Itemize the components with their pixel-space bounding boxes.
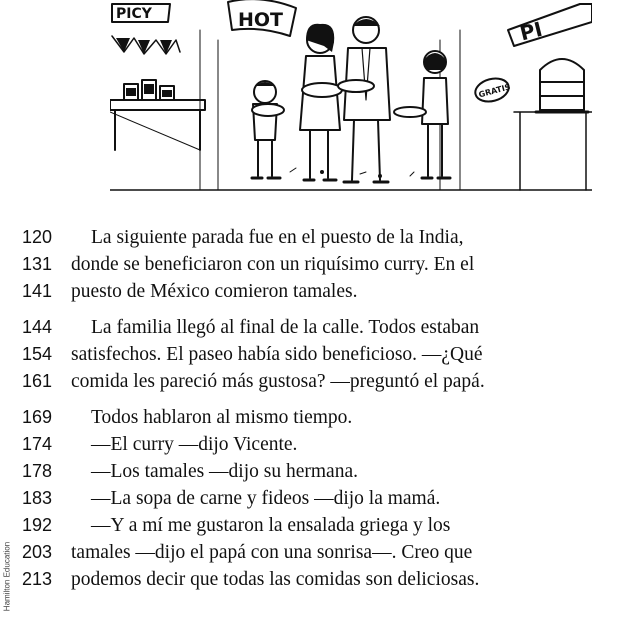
mom-figure [300,24,342,180]
sign-hot-text: HOT [238,9,284,31]
text-line [0,566,620,593]
boy-figure [252,81,284,178]
word-count-number: 169 [21,407,52,427]
word-count-number: 203 [21,542,52,562]
paragraph [0,314,620,395]
text-line [0,512,620,539]
text-line [0,251,620,278]
word-count-number: 161 [21,371,52,391]
line-text: Todos hablaron al mismo tiempo. [91,407,353,428]
paragraph [0,224,620,305]
line-text: —La sopa de carne y fideos —dijo la mamá. [91,488,441,509]
girl-figure [394,51,450,178]
text-line [0,404,620,431]
word-count-number: 154 [21,344,52,364]
line-text: comida les pareció más gustosa? —preguntó el papá. [71,371,485,392]
word-count-number: 213 [21,569,52,589]
word-count-number: 192 [21,515,52,535]
text-line [0,341,620,368]
text-line [0,458,620,485]
line-text: satisfechos. El paseo había sido beneficioso. —¿Qué [71,344,483,365]
line-text: puesto de México comieron tamales. [71,281,358,302]
cake-display [536,59,588,112]
jars-icon [124,80,174,100]
badge-text: GRATIS [477,82,512,100]
word-count-number: 120 [21,227,52,247]
text-line [0,431,620,458]
line-text: —El curry —dijo Vicente. [91,434,298,455]
line-text: tamales —dijo el papá con una sonrisa—. Creo que [71,542,473,563]
line-text: —Los tamales —dijo su hermana. [91,461,358,482]
sign-right-text: PI [517,16,545,46]
word-count-number: 183 [21,488,52,508]
word-count-number: 141 [21,281,52,301]
dad-figure [338,17,390,182]
word-count-number: 174 [21,434,52,454]
paragraph [0,404,620,593]
word-count-number: 131 [21,254,52,274]
line-text: La siguiente parada fue en el puesto de la India, [91,227,464,248]
text-line [0,368,620,395]
line-text: podemos decir que todas las comidas son deliciosas. [71,569,480,590]
word-count-number: 144 [21,317,52,337]
line-text: donde se beneficiaron con un riquísimo curry. En el [71,254,475,275]
publisher-credit: Hamilton Education [2,541,12,612]
gratis-badge [473,75,512,105]
text-line [0,224,620,251]
line-text: La familia llegó al final de la calle. Todos estaban [91,317,480,338]
reading-passage [0,224,620,602]
text-line [0,278,620,305]
text-line [0,539,620,566]
text-line [0,314,620,341]
text-line [0,485,620,512]
line-text: —Y a mí me gustaron la ensalada griega y los [91,515,451,536]
sign-left-text: PICY [116,6,152,22]
word-count-number: 178 [21,461,52,481]
food-street-illustration [110,0,592,196]
